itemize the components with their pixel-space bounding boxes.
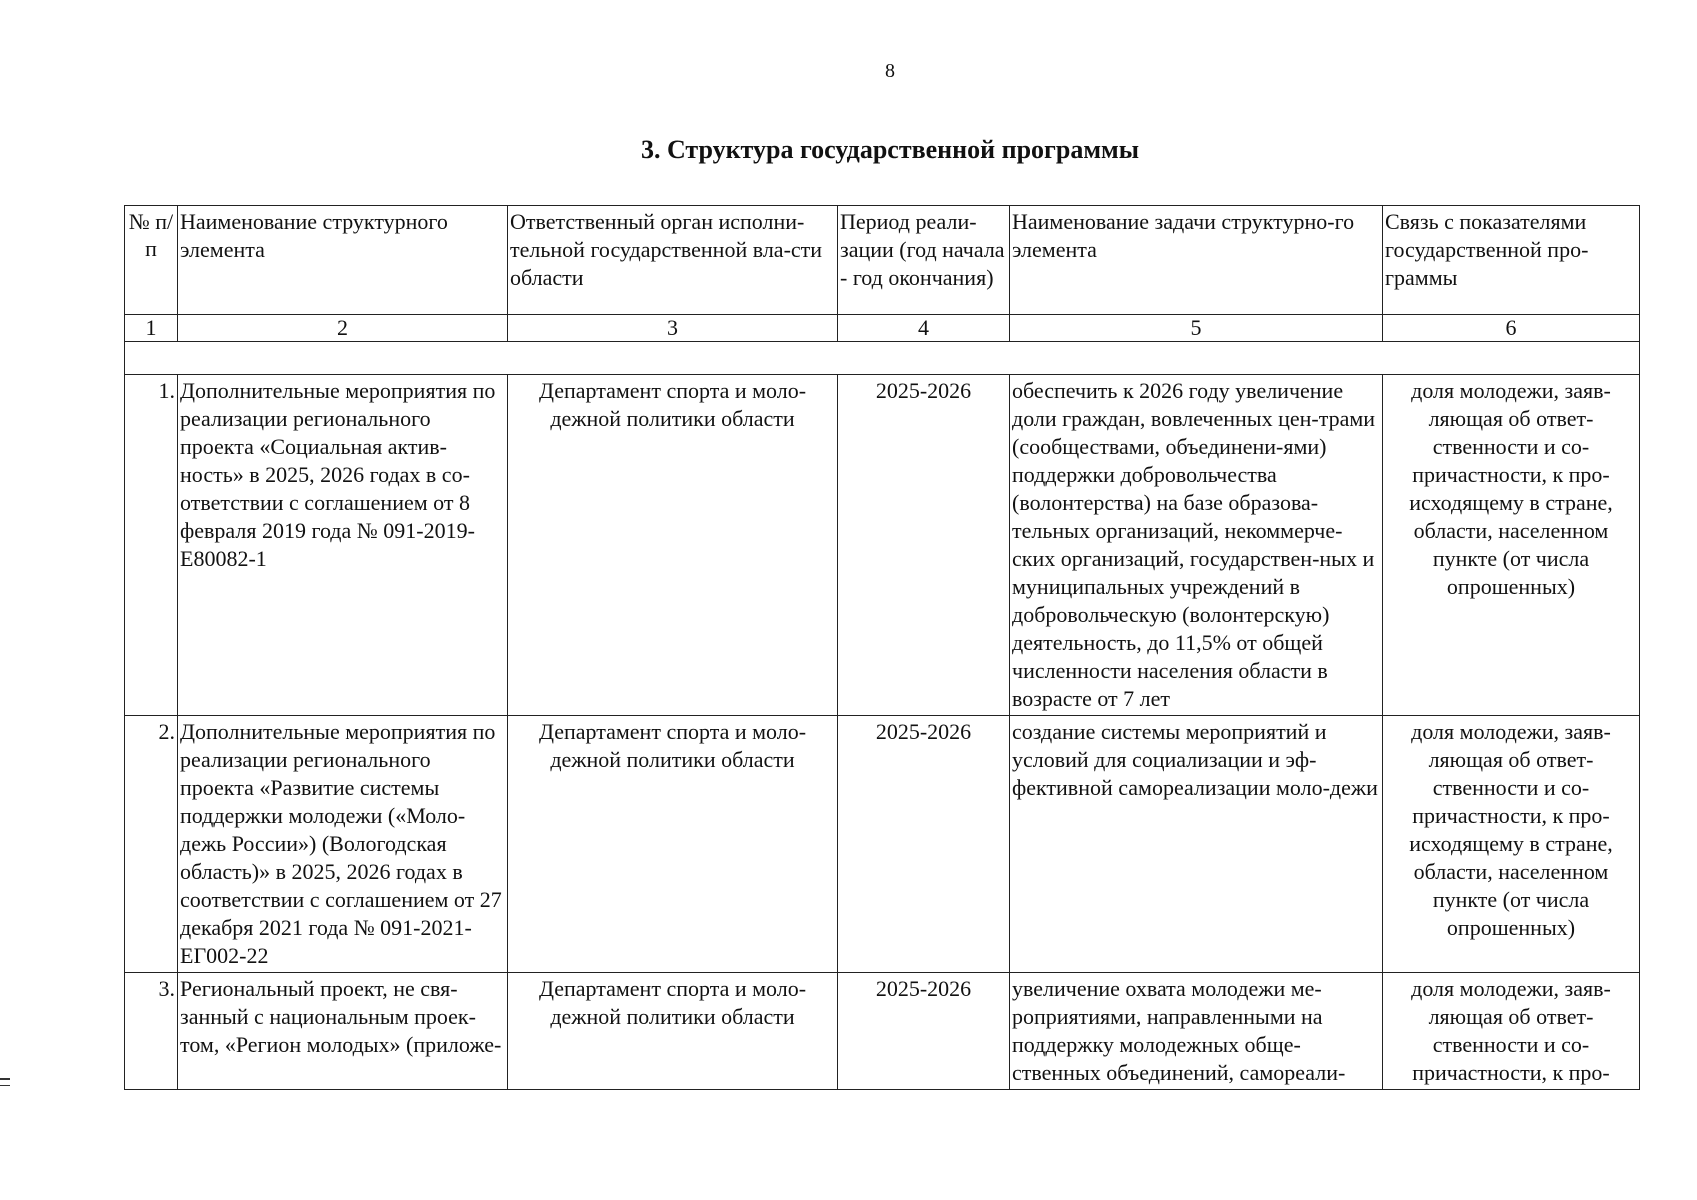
responsible-body: Департамент спорта и моло-дежной политики области [508,375,838,716]
column-number: 5 [1010,315,1383,342]
indicator-link-text: доля молодежи, заяв-ляющая об ответ-ственности и со-причастности, к про- [1411,976,1611,1085]
responsible-body-text: Департамент спорта и моло-дежной политики области [538,976,807,1029]
period: 2025-2026 [838,973,1010,1090]
page-number: 8 [885,60,895,82]
row-number: 1. [125,375,178,716]
header-cell: Период реали-зации (год начала - год окончания) [838,206,1010,315]
task: обеспечить к 2026 году увеличение доли граждан, вовлеченных цен-трами (сообществами, объединени-ями) поддержки добровольчества (волонтерства) на базе образова-тельных организаций, некоммерче-ских организаций, государствен-ных и муниципальных учреждений в добровольческую (волонтерскую) деятельность, до 11,5% от общей численности населения области в возрасте от 7 лет [1010,375,1383,716]
row-number: 3. [125,973,178,1090]
element-name-text: Региональный проект, не свя-занный с национальным проек-том, «Регион молодых» (приложе- [180,976,502,1057]
table-row [125,716,1640,973]
column-number: 3 [508,315,838,342]
header-cell: № п/п [125,206,178,315]
element-name: Дополнительные мероприятия по реализации регионального проекта «Социальная актив-ность» в 2025, 2026 годах в со-ответствии с соглашением от 8 февраля 2019 года № 091-2019-Е80082-1 [178,375,508,716]
separator-cell [125,342,1640,375]
period: 2025-2026 [838,716,1010,973]
element-name: Дополнительные мероприятия по реализации регионального проекта «Развитие системы поддержки молодежи («Моло-дежь России») (Вологодская область)» в 2025, 2026 годах в соответствии с соглашением от 27 декабря 2021 года № 091-2021-ЕГ002-22 [178,716,508,973]
column-number: 2 [178,315,508,342]
task: создание системы мероприятий и условий для социализации и эф-фективной самореализации моло-дежи [1010,716,1383,973]
column-number: 4 [838,315,1010,342]
column-number: 1 [125,315,178,342]
responsible-body [508,973,838,1090]
indicator-link [1383,973,1640,1090]
page-title: 3. Структура государственной программы [640,135,1140,164]
table-header-row [125,206,1640,315]
header-cell: Наименование структурного элемента [178,206,508,315]
indicator-link: доля молодежи, заяв-ляющая об ответ-ственности и со-причастности, к про-исходящему в стране, области, населенном пункте (от числа опрошенных) [1383,716,1640,973]
indicator-link: доля молодежи, заяв-ляющая об ответ-ственности и со-причастности, к про-исходящему в стране, области, населенном пункте (от числа опрошенных) [1383,375,1640,716]
header-cell: Ответственный орган исполни-тельной государственной вла-сти области [508,206,838,315]
header-cell: Наименование задачи структурно-го элемента [1010,206,1383,315]
task [1010,973,1383,1090]
responsible-body: Департамент спорта и моло-дежной политики области [508,716,838,973]
element-name [178,973,508,1090]
period: 2025-2026 [838,375,1010,716]
column-number-row [125,315,1640,342]
column-number: 6 [1383,315,1640,342]
table-row [125,973,1640,1090]
margin-mark [0,1078,10,1094]
task-text: увеличение охвата молодежи ме-роприятиями, направленными на поддержку молодежных обще-ственных объединений, самореали- [1012,976,1346,1085]
structure-table [124,205,1640,1090]
header-cell: Связь с показателями государственной про-граммы [1383,206,1640,315]
table-row [125,375,1640,716]
separator-row [125,342,1640,375]
row-number: 2. [125,716,178,973]
